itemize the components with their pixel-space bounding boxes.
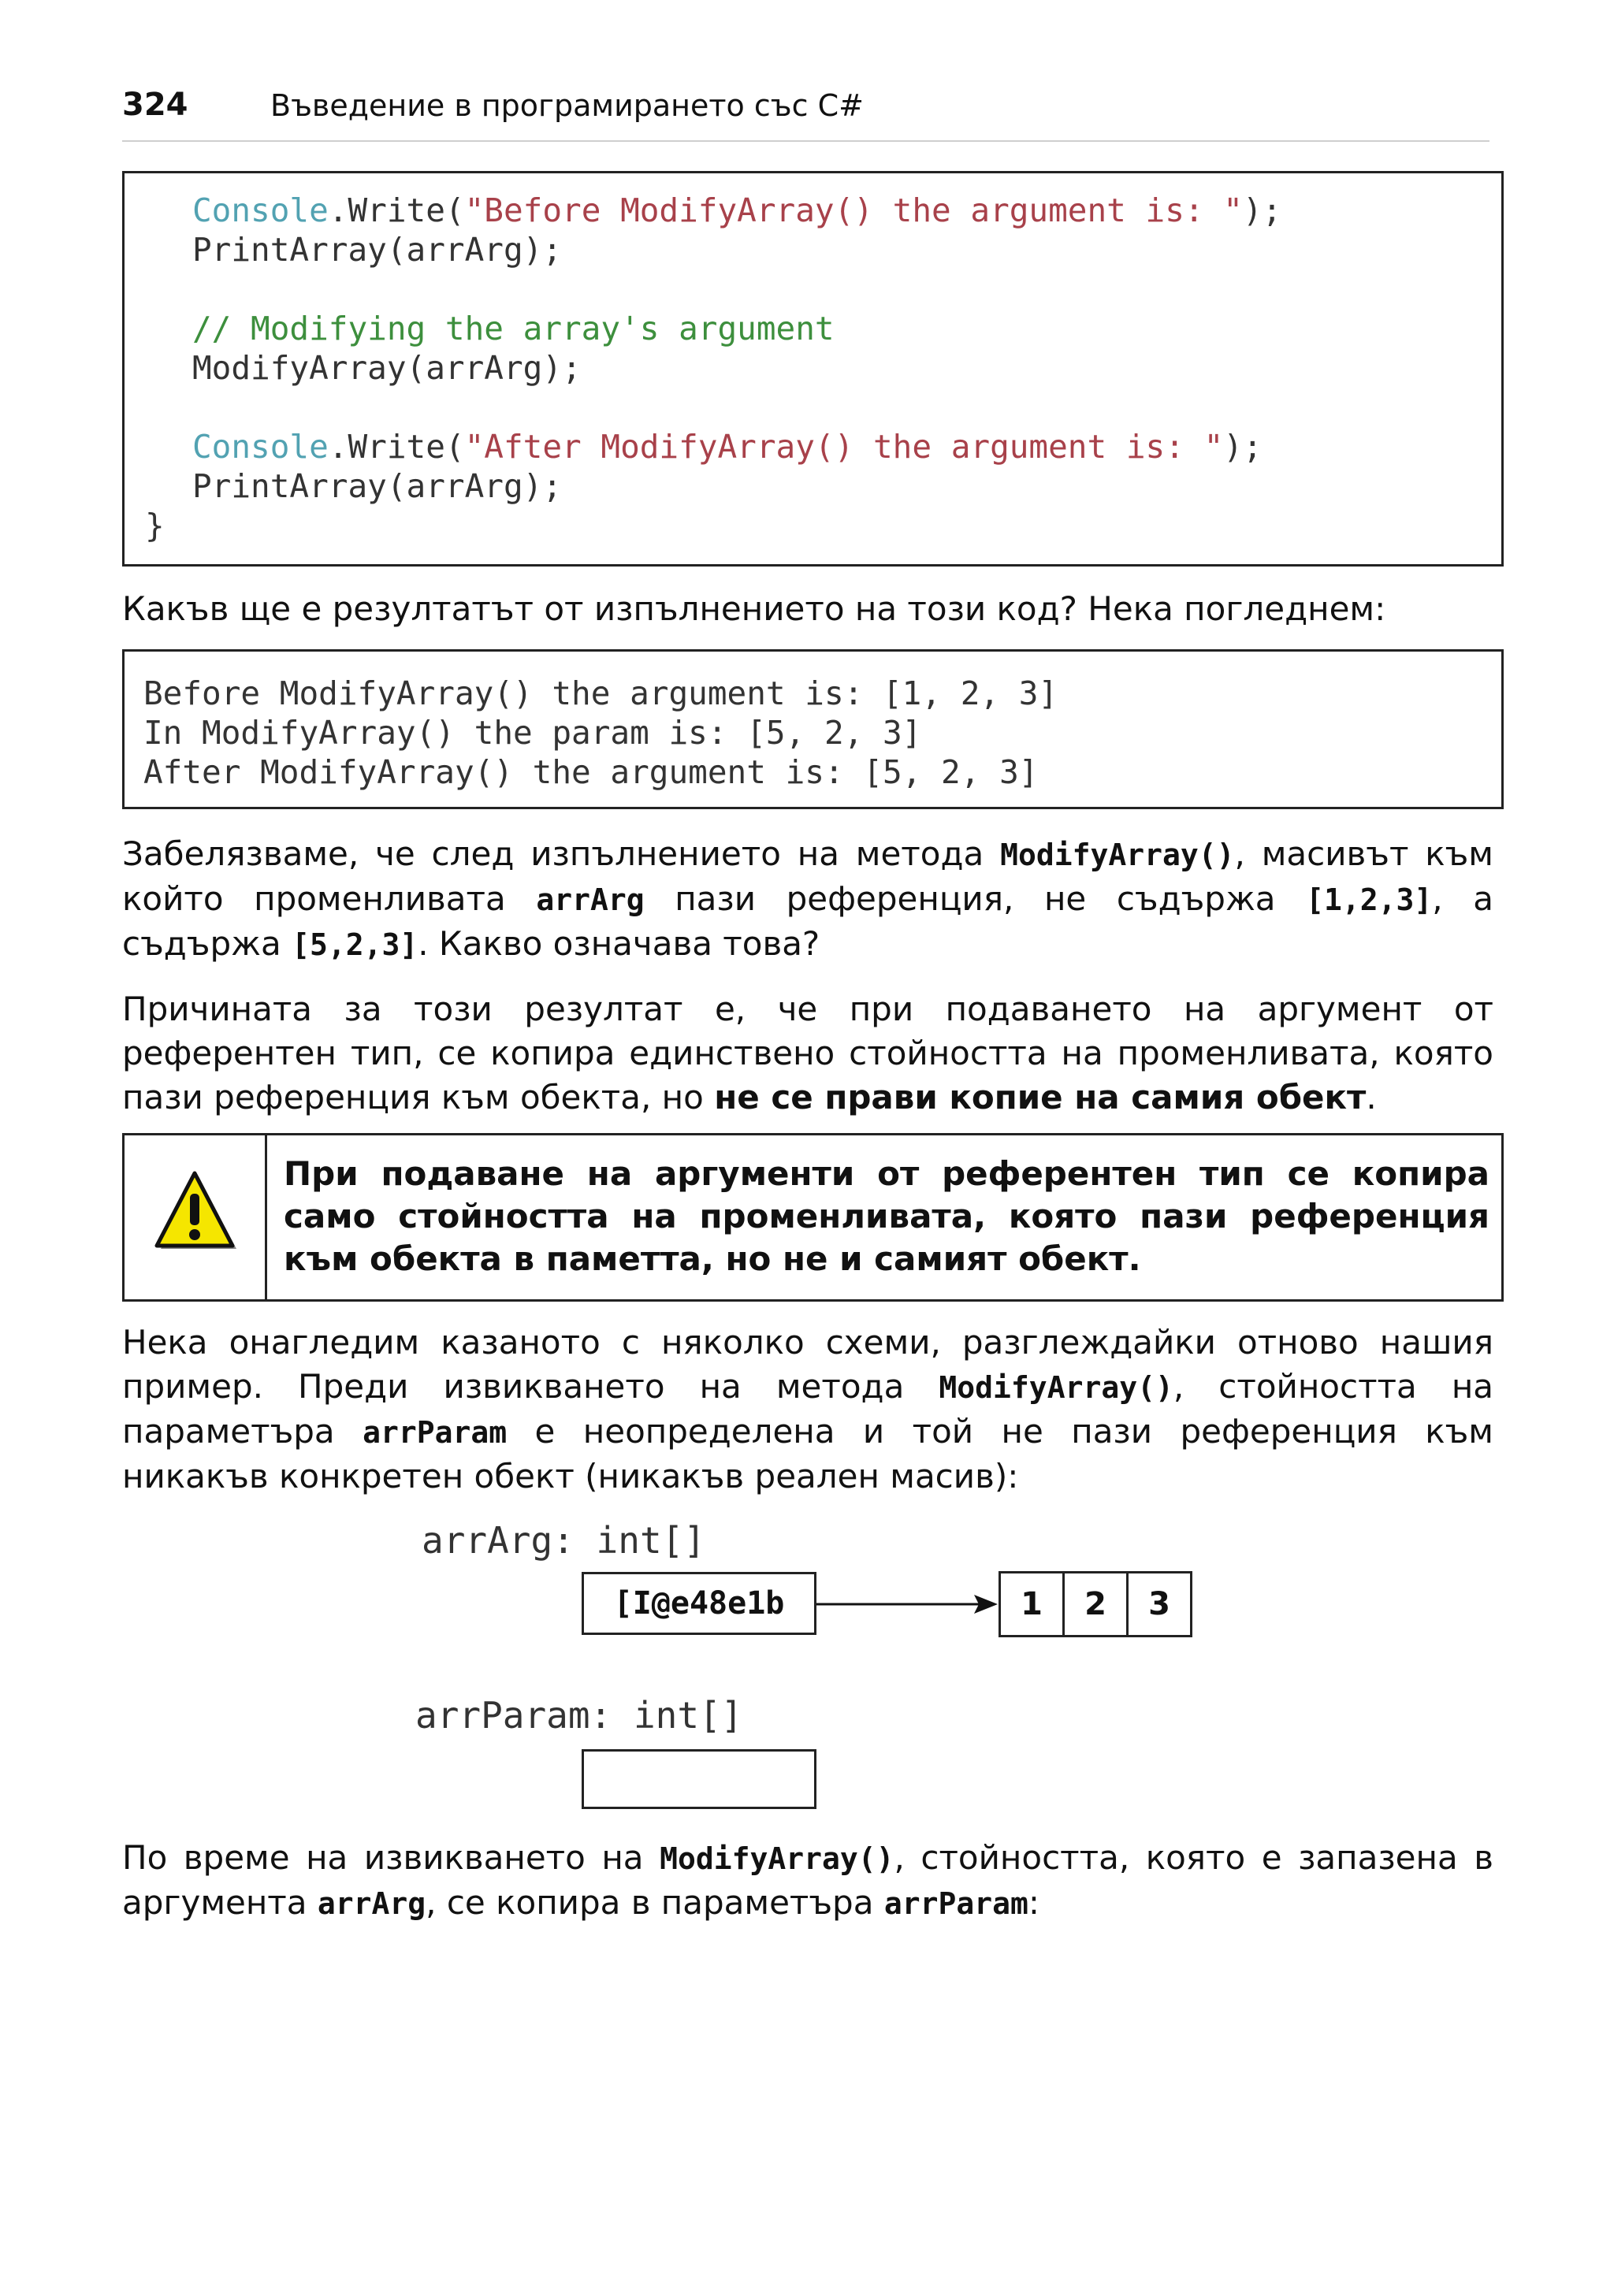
inline-code: [5,2,3] xyxy=(292,927,418,962)
code-token-type: Console xyxy=(192,191,329,229)
text-run: Причината за този резултат е, че при подаването на аргумент от референтен тип, се копира единствено стойността на променливата, която пази референция към обекта, но xyxy=(122,990,1493,1116)
paragraph-illustration xyxy=(122,1321,1493,1499)
array-cell: 2 xyxy=(1062,1571,1129,1637)
text-run: , се копира в параметъра xyxy=(426,1883,884,1922)
array-cell: 3 xyxy=(1126,1571,1192,1637)
code-token: ); xyxy=(1242,191,1282,229)
text-run: : xyxy=(1028,1883,1039,1922)
text-run: Нека онагледим казаното с няколко схеми, разглеждайки отново нашия пример. Преди извикването на метода xyxy=(122,1323,1493,1406)
output-line: Before ModifyArray() the argument is: [1, 2, 3] xyxy=(143,674,1058,712)
text-run: пази референция, не съдържа xyxy=(644,879,1307,918)
reference-arrow xyxy=(816,1592,999,1617)
inline-code: arrParam xyxy=(363,1415,508,1450)
empty-param-box xyxy=(582,1749,816,1809)
output-listing xyxy=(122,649,1504,809)
code-line: ModifyArray(arrArg); xyxy=(192,349,582,387)
bold-text: не се прави копие на самия обект xyxy=(714,1078,1367,1116)
output-line: After ModifyArray() the argument is: [5, 2, 3] xyxy=(143,753,1039,791)
paragraph-copy xyxy=(122,1836,1493,1926)
text-run: По време на извикването на xyxy=(122,1838,660,1877)
warning-icon-cell xyxy=(125,1135,267,1299)
paragraph-reason xyxy=(122,987,1493,1120)
code-comment: // Modifying the array's argument xyxy=(192,310,835,347)
code-token: ); xyxy=(1223,428,1263,466)
array-cell: 1 xyxy=(999,1571,1065,1637)
inline-code: ModifyArray() xyxy=(1000,838,1235,872)
text-run: е неопределена и той не пази референция към никакъв конкретен обект (никакъв реален масив): xyxy=(122,1412,1493,1495)
inline-code: arrArg xyxy=(317,1886,426,1921)
inline-code: arrParam xyxy=(883,1886,1028,1921)
arg-label: arrArg: int[] xyxy=(422,1519,706,1562)
inline-code: arrArg xyxy=(536,882,645,917)
code-listing xyxy=(122,171,1504,567)
text-run: , стойността, която е запазена в аргумента xyxy=(122,1838,1493,1922)
running-title: Въведение в програмирането със C# xyxy=(270,88,864,123)
closing-brace: } xyxy=(145,507,165,544)
warning-icon xyxy=(151,1170,238,1257)
code-content xyxy=(192,191,1281,506)
code-token: .Write( xyxy=(328,428,465,466)
reference-box: [I@e48e1b xyxy=(582,1572,816,1635)
code-token: .Write( xyxy=(328,191,465,229)
param-label: arrParam: int[] xyxy=(415,1694,743,1737)
text-run: , масивът към който променливата xyxy=(122,834,1493,918)
page-header xyxy=(122,79,1489,142)
code-line: PrintArray(arrArg); xyxy=(192,231,562,269)
code-token-string: "After ModifyArray() the argument is: " xyxy=(464,428,1224,466)
paragraph-observation xyxy=(122,832,1493,967)
text-run: , стойността на параметъра xyxy=(122,1367,1494,1451)
inline-code: ModifyArray() xyxy=(939,1370,1173,1405)
inline-code: [1,2,3] xyxy=(1306,882,1433,917)
code-token-string: "Before ModifyArray() the argument is: " xyxy=(464,191,1243,229)
text-run: , а съдържа xyxy=(122,879,1493,963)
output-line: In ModifyArray() the param is: [5, 2, 3] xyxy=(143,714,922,752)
text-run: . Какво означава това? xyxy=(418,924,820,963)
text-run: . xyxy=(1366,1078,1377,1116)
warning-box xyxy=(122,1133,1504,1302)
question-paragraph: Какъв ще е резултатът от изпълнението на този код? Нека погледнем: xyxy=(122,589,1386,628)
text-run: Забелязваме, че след изпълнението на метода xyxy=(122,834,1001,873)
output-content xyxy=(143,674,1058,792)
code-token-type: Console xyxy=(192,428,329,466)
code-line: PrintArray(arrArg); xyxy=(192,467,562,505)
warning-text: При подаване на аргументи от референтен тип се копира само стойността на променливата, която пази референция към обекта в паметта, но не и самият обект. xyxy=(284,1154,1489,1278)
inline-code: ModifyArray() xyxy=(660,1841,894,1876)
page-number: 324 xyxy=(122,87,188,123)
